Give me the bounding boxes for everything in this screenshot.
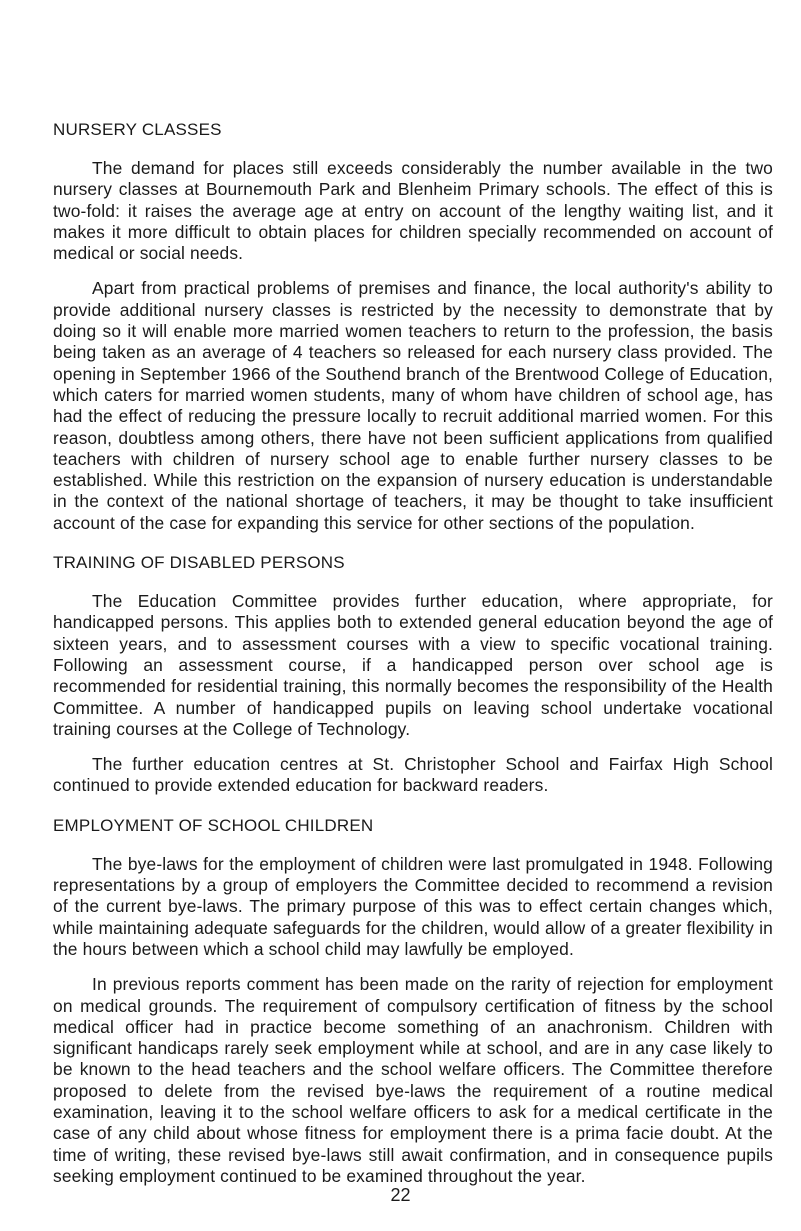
section-nursery-classes xyxy=(53,119,773,534)
section-heading: EMPLOYMENT OF SCHOOL CHILDREN xyxy=(53,815,374,835)
paragraph: The demand for places still exceeds considerably the number available in the two nursery classes at Bournemouth Park and Blenheim Primary schools. The effect of this is two-fold: it raises the average age at entry on account of the lengthy waiting list, and it makes it more difficult to obtain places for children specially recommended on account of medical or social needs. xyxy=(53,158,773,264)
paragraph: The further education centres at St. Christopher School and Fairfax High School continued to provide extended education for backward readers. xyxy=(53,754,773,796)
paragraph: The bye-laws for the employment of children were last promulgated in 1948. Following representations by a group of employers the Committee decided to recommend a revision of the current bye-laws. The primary purpose of this was to effect certain changes which, while maintaining adequate safeguards for the children, would allow of a greater flexibility in the hours between which a school child may lawfully be employed. xyxy=(53,853,773,959)
paragraph: The Education Committee provides further education, where appropriate, for handicapped persons. This applies both to extended general education beyond the age of sixteen years, and to assessment courses with a view to specific vocational training. Following an assessment course, if a handicapped person over school age is recommended for residential training, this normally becomes the responsibility of the Health Committee. A number of handicapped pupils on leaving school undertake vocational training courses at the College of Technology. xyxy=(53,591,773,739)
paragraph: Apart from practical problems of premises and finance, the local authority's ability to provide additional nursery classes is restricted by the necessity to demonstrate that by doing so it will enable more married women teachers to return to the profession, the basis being taken as an average of 4 teachers so released for each nursery class provided. The opening in September 1966 of the Southend branch of the Brentwood College of Education, which caters for married women students, many of whom have children of school age, has had the effect of reducing the pressure locally to recruit additional married women. For this reason, doubtless among others, there have not been sufficient applications from qualified teachers with children of nursery school age to enable further nursery classes to be established. While this restriction on the expansion of nursery education is understandable in the context of the national shortage of teachers, it may be thought to take insufficient account of the case for expanding this service for other sections of the population. xyxy=(53,278,773,533)
section-employment-school-children xyxy=(53,815,773,1187)
paragraph: In previous reports comment has been made on the rarity of rejection for employment on medical grounds. The requirement of compulsory certification of fitness by the school medical officer had in practice become something of an anachronism. Children with significant handicaps rarely seek employment while at school, and are in any case likely to be known to the head teachers and the school welfare officers. The Committee therefore proposed to delete from the revised bye-laws the requirement of a routine medical examination, leaving it to the school welfare officers to ask for a medical certificate in the case of any child about whose fitness for employment there is a prima facie doubt. At the time of writing, these revised bye-laws still await confirmation, and in consequence pupils seeking employment continued to be examined throughout the year. xyxy=(53,974,773,1186)
section-heading: NURSERY CLASSES xyxy=(53,120,222,139)
section-heading: TRAINING OF DISABLED PERSONS xyxy=(53,553,345,573)
section-training-disabled-persons xyxy=(53,552,773,797)
document-body xyxy=(53,119,773,1201)
page-number: 22 xyxy=(390,1185,411,1205)
